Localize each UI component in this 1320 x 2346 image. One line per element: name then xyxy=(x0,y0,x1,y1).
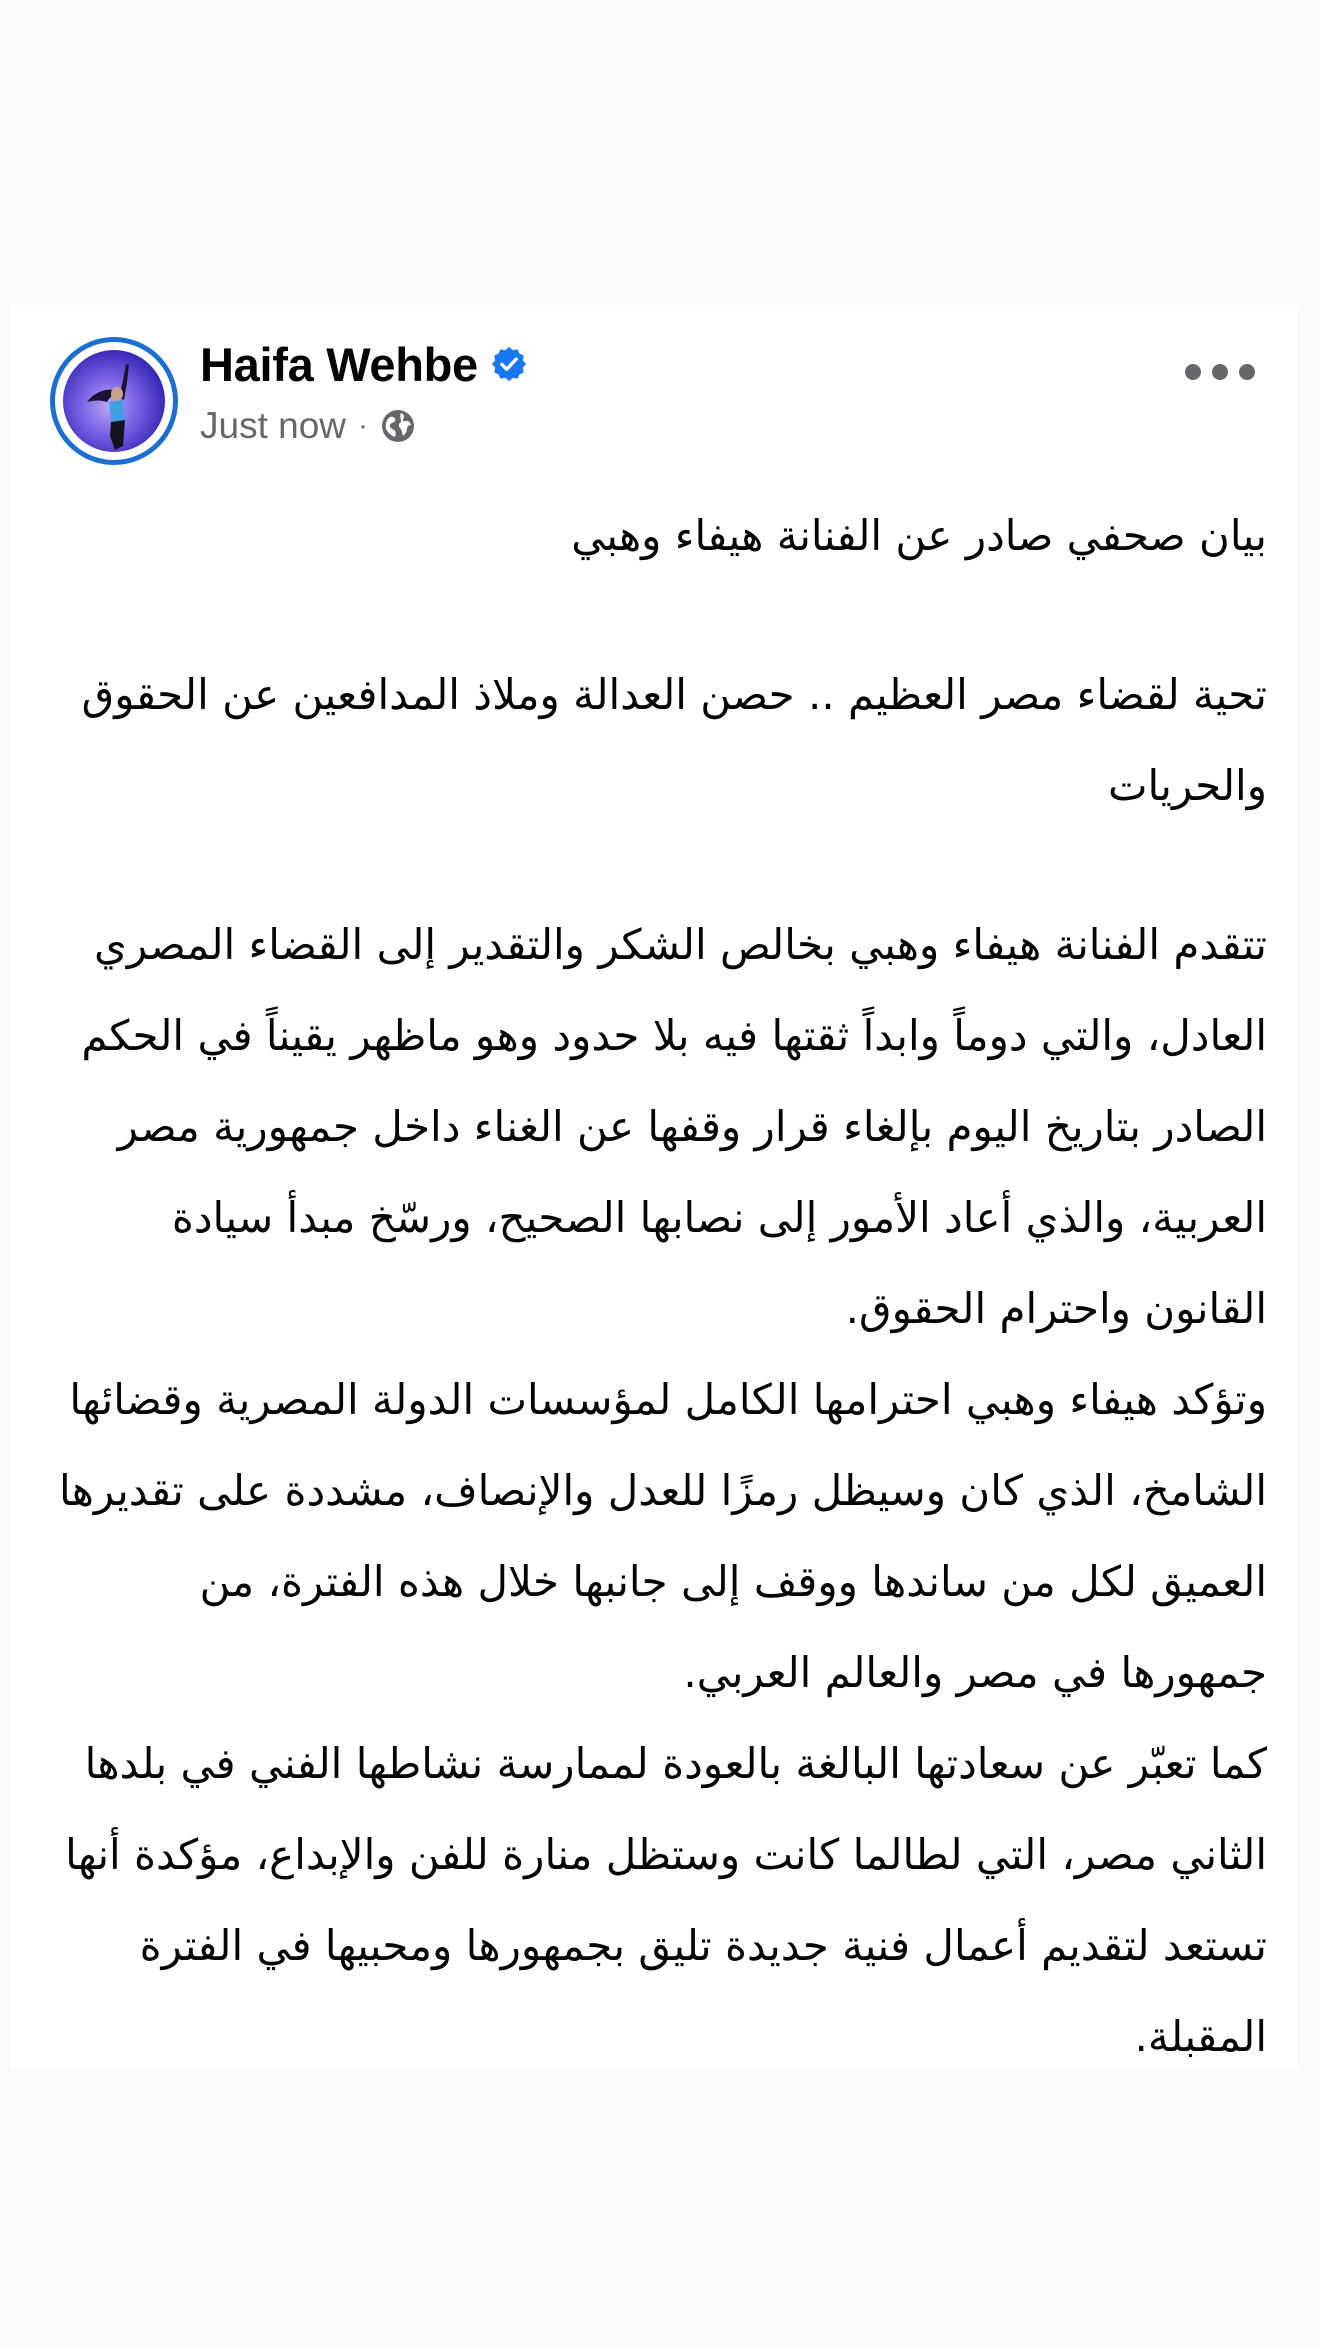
meta-separator: · xyxy=(358,409,369,442)
more-dot-icon xyxy=(1185,364,1201,380)
author-name[interactable]: Haifa Wehbe xyxy=(200,337,478,391)
post-body xyxy=(40,490,1267,2082)
post-subtitle: تحية لقضاء مصر العظيم .. حصن العدالة وملاذ المدافعين عن الحقوق والحريات xyxy=(81,670,1267,810)
author-block xyxy=(200,333,528,451)
post-paragraph-2: وتؤكد هيفاء وهبي احترامها الكامل لمؤسسات الدولة المصرية وقضائها الشامخ، الذي كان وسيظل رمزًا للعدل والإنصاف، مشددة على تقديرها العميق لكل من ساندها ووقف إلى جانبها خلال هذه الفترة، من جمهورها في مصر والعالم العربي. xyxy=(58,1375,1267,1697)
more-dot-icon xyxy=(1212,364,1228,380)
more-options-button[interactable] xyxy=(1185,357,1255,387)
meta-row xyxy=(200,401,528,451)
name-row xyxy=(200,333,528,395)
paragraph-spacer xyxy=(40,831,1267,899)
more-dot-icon xyxy=(1239,364,1255,380)
post-paragraph-1: تتقدم الفنانة هيفاء وهبي بخالص الشكر والتقدير إلى القضاء المصري العادل، والتي دوماً وابداً ثقتها فيه بلا حدود وهو ماظهر يقيناً في الحكم الصادر بتاريخ اليوم بإلغاء قرار وقفها عن الغناء داخل جمهورية مصر العربية، والذي أعاد الأمور إلى نصابها الصحيح، ورسّخ مبدأ سيادة القانون واحترام الحقوق. xyxy=(81,920,1267,1333)
verified-badge-icon xyxy=(490,345,528,383)
avatar[interactable] xyxy=(50,337,178,465)
post-title: بيان صحفي صادر عن الفنانة هيفاء وهبي xyxy=(571,511,1267,560)
post-paragraph-3: كما تعبّر عن سعادتها البالغة بالعودة لممارسة نشاطها الفني في بلدها الثاني مصر، التي لطالما كانت وستظل منارة للفن والإبداع، مؤكدة أنها تستعد لتقديم أعمال فنية جديدة تليق بجمهورها ومحبيها في الفترة المقبلة. xyxy=(65,1739,1267,2061)
timestamp[interactable]: Just now xyxy=(200,405,347,446)
person-silhouette-icon xyxy=(63,350,165,452)
post-card xyxy=(10,305,1297,2070)
paragraph-spacer xyxy=(40,581,1267,649)
post-header xyxy=(10,305,1297,485)
profile-photo xyxy=(63,350,165,452)
globe-icon[interactable] xyxy=(380,408,416,444)
